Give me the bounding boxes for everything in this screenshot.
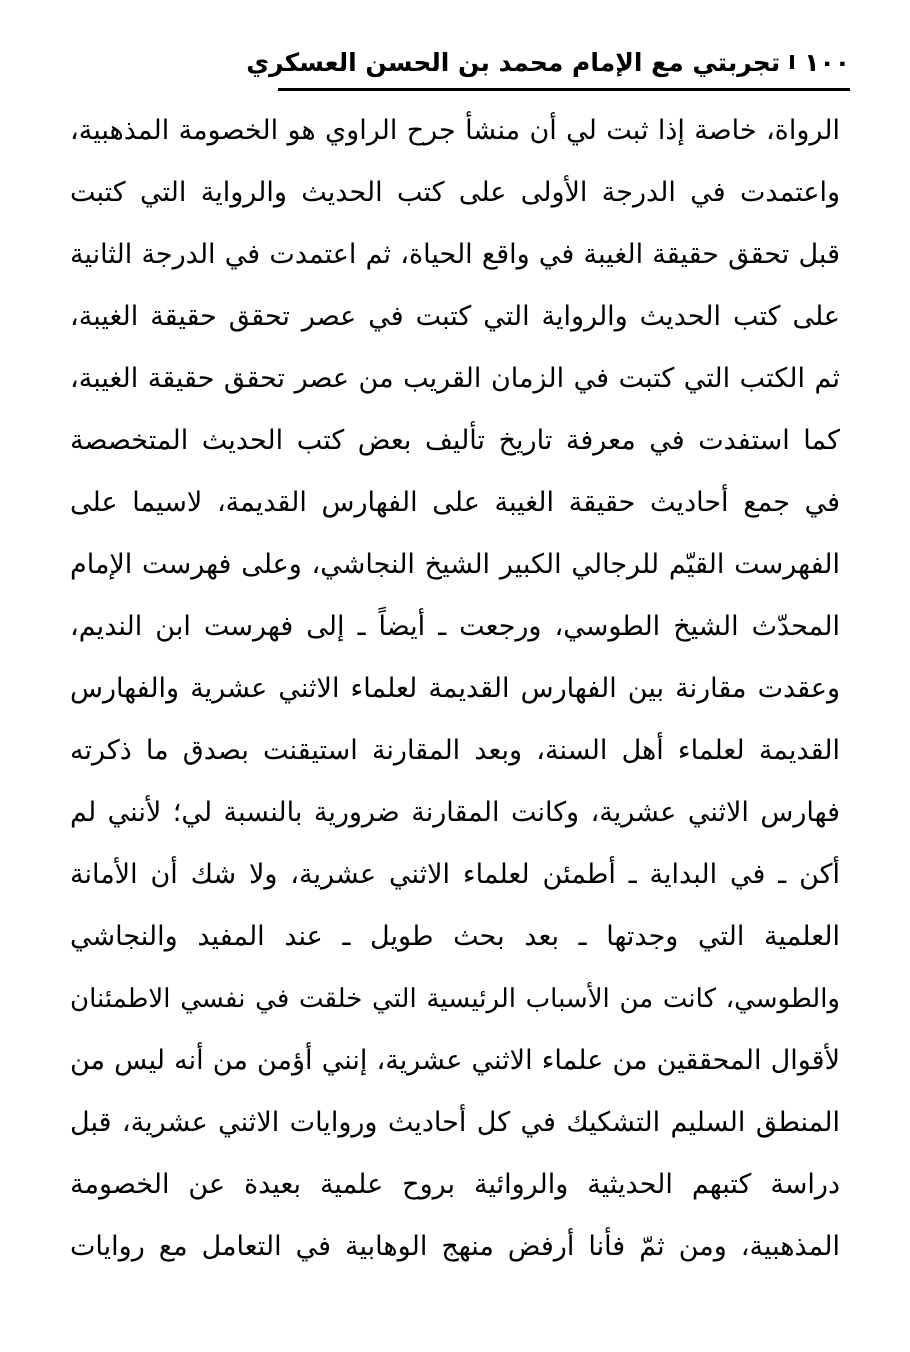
text-line: واعتمدت في الدرجة الأولى على كتب الحديث والرواية التي كتبت <box>70 177 840 208</box>
header-square-ornament-icon <box>790 55 794 69</box>
text-line: والطوسي، كانت من الأسباب الرئيسية التي خلقت في نفسي الاطمئنان <box>70 984 840 1014</box>
text-line: ثم الكتب التي كتبت في الزمان القريب من عصر تحقق حقيقة الغيبة، <box>70 363 840 394</box>
text-line: القديمة لعلماء أهل السنة، وبعد المقارنة استيقنت بصدق ما ذكرته <box>70 735 840 766</box>
text-line: المنطق السليم التشكيك في كل أحاديث وروايات الاثني عشرية، قبل <box>70 1107 840 1138</box>
text-line: أكن ـ في البداية ـ أطمئن لعلماء الاثني عشرية، ولا شك أن الأمانة <box>70 859 840 890</box>
text-line: المذهبية، ومن ثمّ فأنا أرفض منهج الوهابية في التعامل مع روايات <box>70 1231 840 1262</box>
text-line: وعقدت مقارنة بين الفهارس القديمة لعلماء الاثني عشرية والفهارس <box>70 673 840 704</box>
text-line: دراسة كتبهم الحديثية والروائية بروح علمية بعيدة عن الخصومة <box>70 1169 840 1200</box>
text-line: المحدّث الشيخ الطوسي، ورجعت ـ أيضاً ـ إلى فهرست ابن النديم، <box>70 611 840 642</box>
page-number: ١٠٠ <box>804 47 850 77</box>
text-line: على كتب الحديث والرواية التي كتبت في عصر تحقق حقيقة الغيبة، <box>70 301 840 332</box>
header-divider <box>278 88 850 91</box>
text-line: كما استفدت في معرفة تاريخ تأليف بعض كتب الحديث المتخصصة <box>70 425 840 456</box>
text-line: في جمع أحاديث حقيقة الغيبة على الفهارس القديمة، لاسيما على <box>70 487 840 518</box>
page-header <box>246 40 850 84</box>
text-line: الفهرست القيّم للرجالي الكبير الشيخ النجاشي، وعلى فهرست الإمام <box>70 549 840 580</box>
text-line: قبل تحقق حقيقة الغيبة في واقع الحياة، ثم اعتمدت في الدرجة الثانية <box>70 239 840 270</box>
body-text <box>70 100 840 1278</box>
text-line: لأقوال المحققين من علماء الاثني عشرية، إنني أؤمن من أنه ليس من <box>70 1045 840 1076</box>
text-line: العلمية التي وجدتها ـ بعد بحث طويل ـ عند المفيد والنجاشي <box>70 921 840 952</box>
running-title: تجربتي مع الإمام محمد بن الحسن العسكري <box>246 47 781 77</box>
text-line: الرواة، خاصة إذا ثبت لي أن منشأ جرح الراوي هو الخصومة المذهبية، <box>70 115 840 146</box>
text-line: فهارس الاثني عشرية، وكانت المقارنة ضرورية بالنسبة لي؛ لأنني لم <box>70 797 840 828</box>
